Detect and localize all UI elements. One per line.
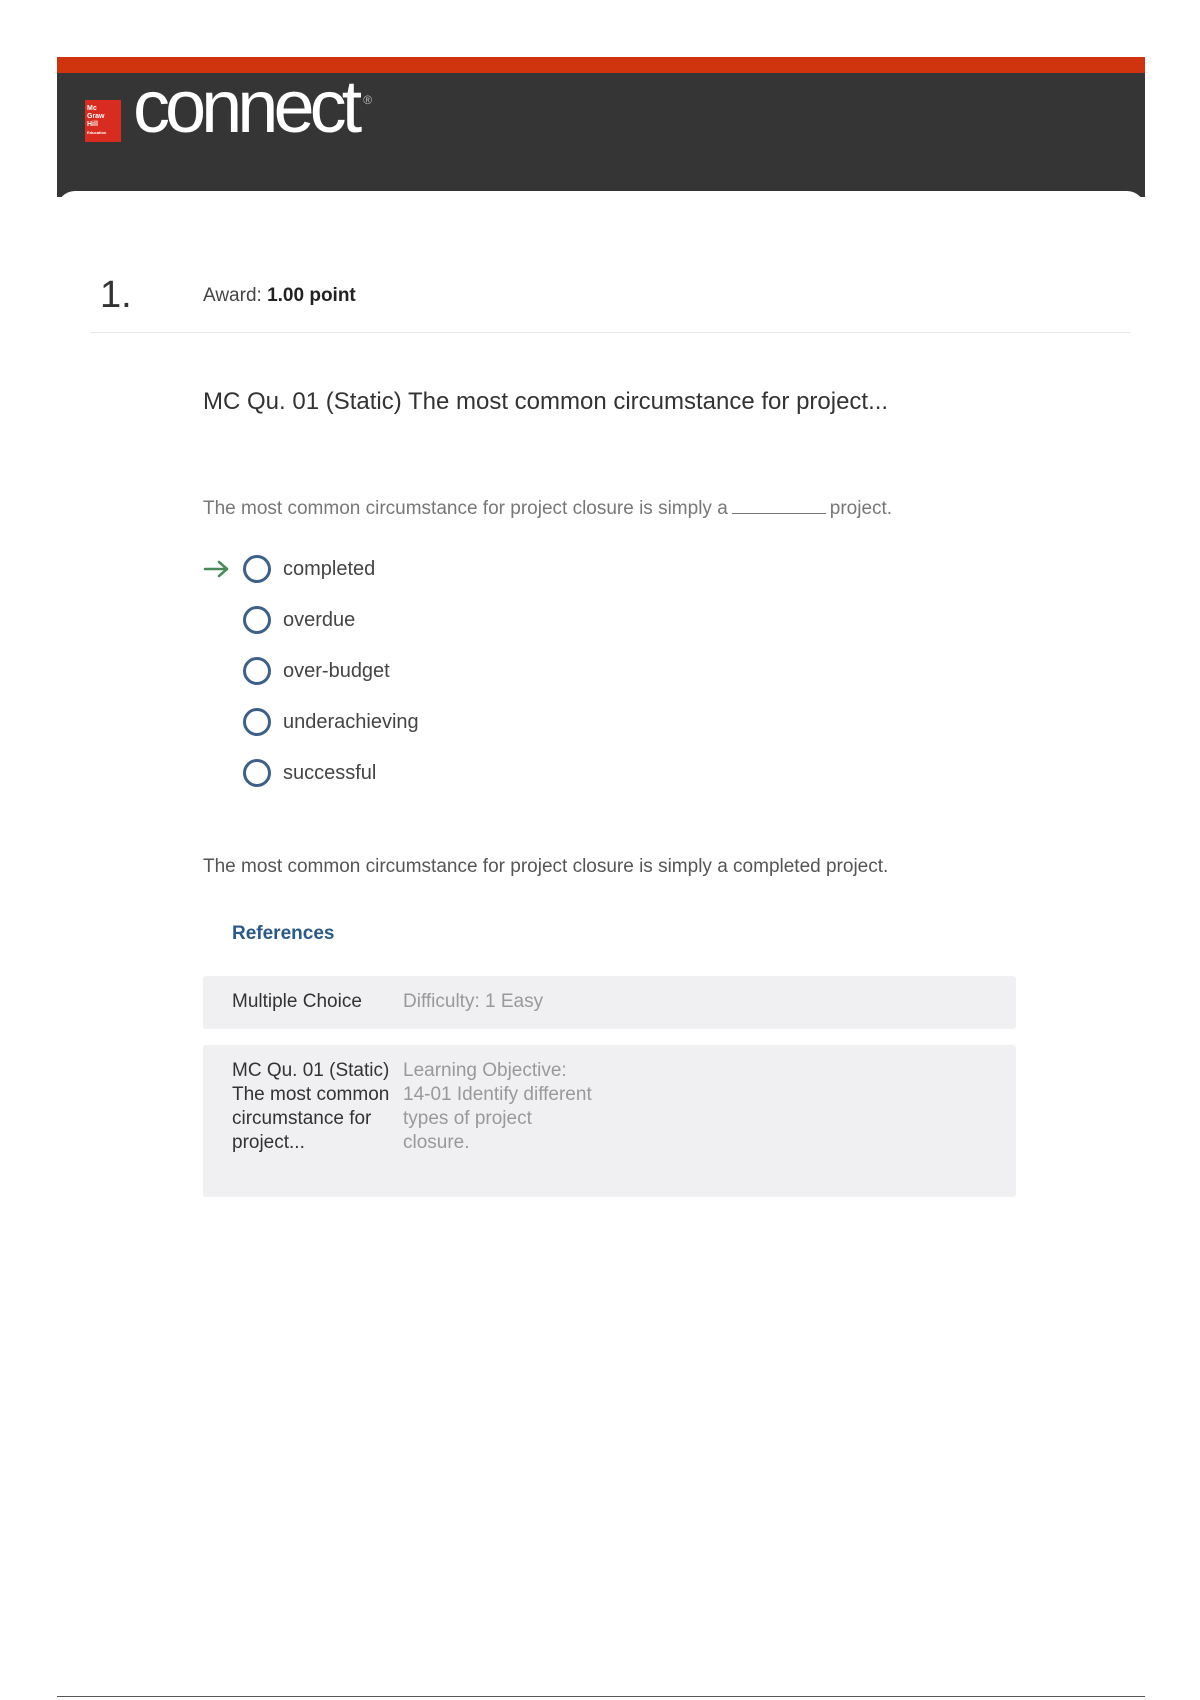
brand-logo [85, 64, 373, 151]
references-heading[interactable]: References [232, 923, 335, 944]
arrow-right-icon [203, 559, 231, 579]
reference-value: Learning Objective: 14-01 Identify different types of project closure. [403, 1060, 592, 1153]
radio-button[interactable] [243, 657, 271, 685]
option-successful[interactable] [203, 747, 903, 798]
option-overdue[interactable] [203, 594, 903, 645]
reference-value: Difficulty: 1 Easy [403, 991, 544, 1012]
answer-options [203, 543, 903, 798]
app-header [57, 57, 1145, 197]
publisher-logo-icon: Mc Graw Hill Education [85, 100, 121, 142]
option-label: successful [283, 761, 377, 784]
radio-button[interactable] [243, 606, 271, 634]
option-label: completed [283, 557, 376, 580]
registered-mark: ® [363, 92, 373, 107]
fill-in-blank [732, 500, 826, 514]
app-name: connect ® [133, 64, 373, 148]
radio-button[interactable] [243, 759, 271, 787]
question-prompt [203, 497, 892, 521]
option-over-budget[interactable] [203, 645, 903, 696]
radio-button[interactable] [243, 555, 271, 583]
correct-marker [203, 554, 243, 584]
option-underachieving[interactable] [203, 696, 903, 747]
award-info [203, 285, 356, 307]
reference-key: MC Qu. 01 (Static) The most common circumstance for project... [232, 1060, 390, 1153]
reference-row [203, 976, 1016, 1029]
award-label: Award: [203, 285, 262, 306]
reference-row [203, 1045, 1016, 1197]
page-frame [57, 57, 1145, 1700]
option-label: underachieving [283, 710, 419, 733]
page-bottom-rule [57, 1696, 1145, 1697]
question-card [57, 191, 1145, 1700]
option-label: overdue [283, 608, 356, 631]
radio-button[interactable] [243, 708, 271, 736]
reference-key: Multiple Choice [232, 991, 362, 1012]
prompt-text-before: The most common circumstance for project closure is simply a [203, 498, 728, 519]
option-completed[interactable] [203, 543, 903, 594]
answer-explanation: The most common circumstance for project closure is simply a completed project. [203, 856, 889, 877]
award-value: 1.00 point [267, 285, 356, 306]
question-title: MC Qu. 01 (Static) The most common circumstance for project... [203, 388, 889, 415]
option-label: over-budget [283, 659, 390, 682]
question-number: 1. [100, 274, 132, 316]
prompt-text-after: project. [829, 498, 893, 519]
header-divider [90, 332, 1130, 333]
